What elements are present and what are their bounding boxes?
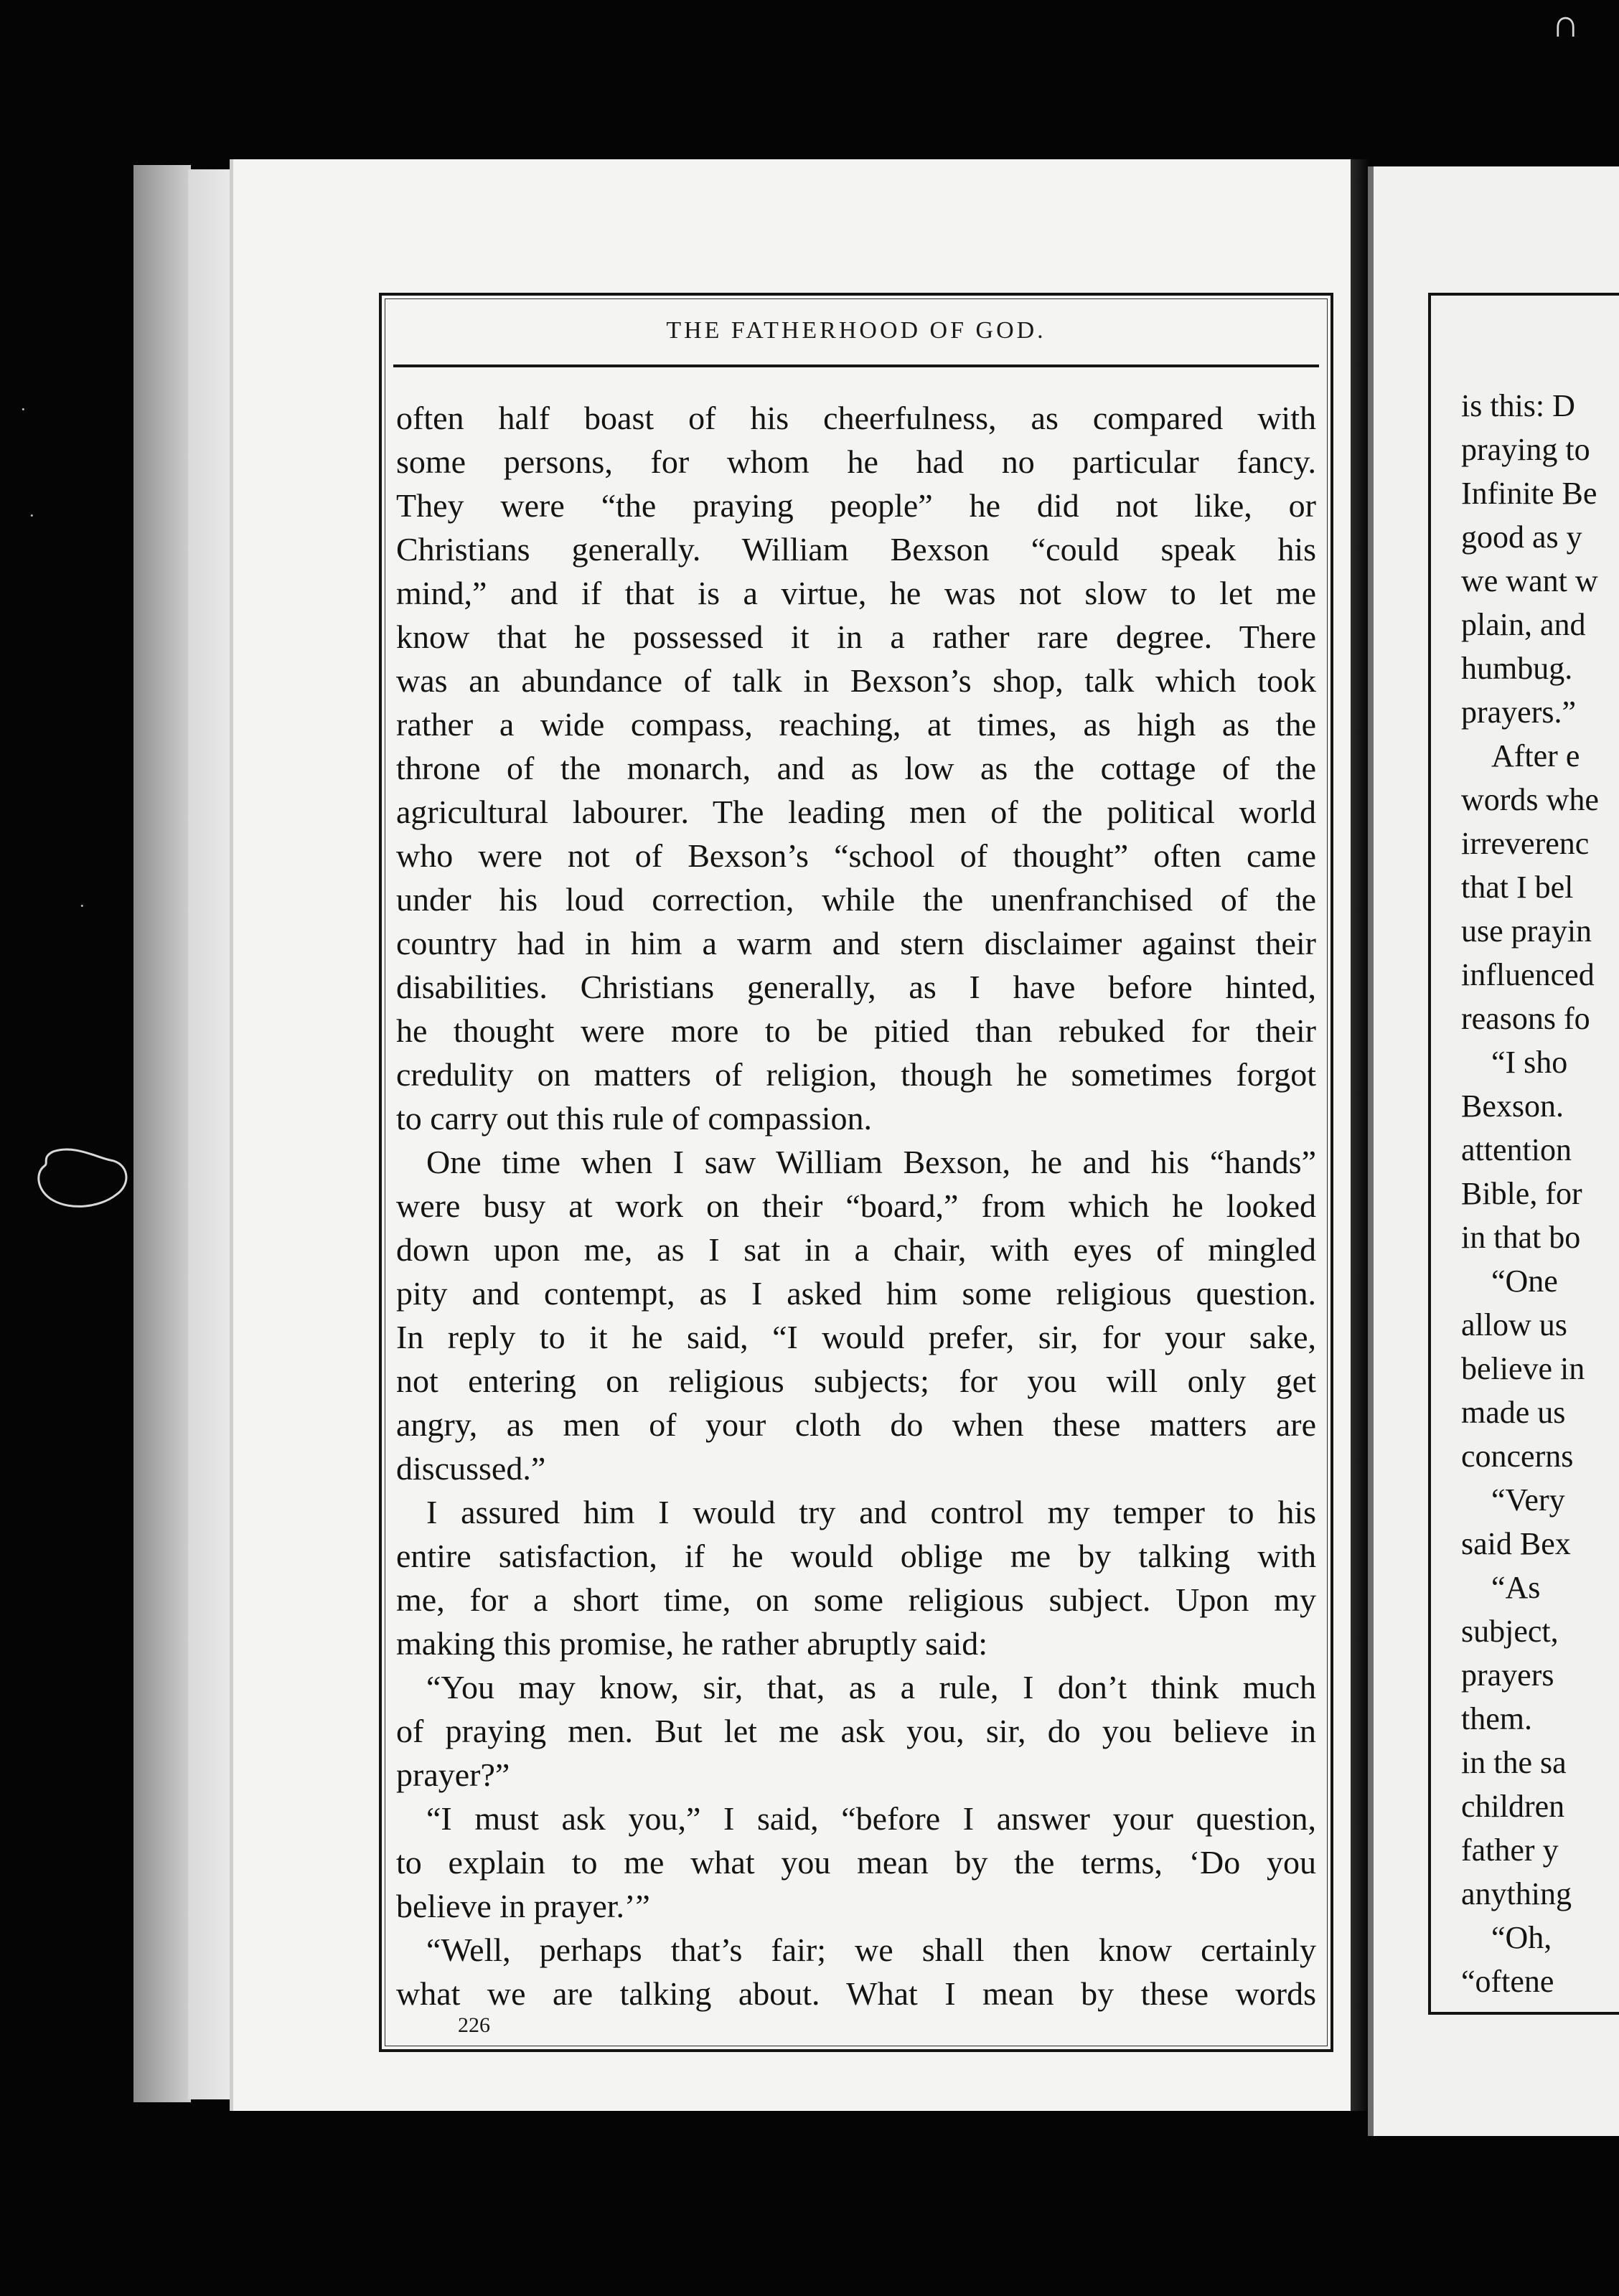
- text-line: “One: [1491, 1264, 1558, 1299]
- text-line: down upon me, as I sat in a chair, with eyes of mingled: [396, 1231, 1316, 1268]
- text-line: I assured him I would try and control my temper to his: [426, 1494, 1316, 1530]
- text-line: of praying men. But let me ask you, sir, do you believe in: [396, 1713, 1316, 1749]
- text-line: we want w: [1461, 563, 1598, 598]
- text-line: “Very: [1491, 1482, 1565, 1518]
- text-line: “Well, perhaps that’s fair; we shall then know certainly: [426, 1932, 1316, 1968]
- text-line: in that bo: [1461, 1220, 1581, 1255]
- text-line: plain, and: [1461, 607, 1586, 642]
- text-line: know that he possessed it in a rather rare degree. There: [396, 618, 1316, 655]
- text-line: Bible, for: [1461, 1176, 1582, 1211]
- text-line: prayers.”: [1461, 695, 1577, 730]
- text-line: “You may know, sir, that, as a rule, I don’t think much: [426, 1669, 1316, 1705]
- text-line: believe in: [1461, 1351, 1585, 1386]
- text-line: “I sho: [1491, 1045, 1568, 1080]
- text-line: “I must ask you,” I said, “before I answer your question,: [426, 1800, 1316, 1837]
- text-line: Bexson.: [1461, 1088, 1564, 1124]
- text-line: in the sa: [1461, 1745, 1567, 1780]
- right-page-text: [1461, 384, 1619, 2003]
- text-line: They were “the praying people” he did not like, or: [396, 487, 1316, 524]
- corner-mark: ∩: [1552, 2, 1580, 45]
- text-line: is this: D: [1461, 388, 1575, 423]
- text-line: were busy at work on their “board,” from which he looked: [396, 1187, 1316, 1224]
- text-line: angry, as men of your cloth do when these matters are: [396, 1406, 1316, 1443]
- text-line: “oftene: [1461, 1964, 1554, 1999]
- text-line: throne of the monarch, and as low as the cottage of the: [396, 750, 1316, 786]
- text-line: use prayin: [1461, 913, 1592, 949]
- text-line: was an abundance of talk in Bexson’s shop, talk which took: [396, 662, 1316, 699]
- text-line: attention: [1461, 1132, 1572, 1167]
- text-line: prayer?”: [396, 1756, 510, 1793]
- dust-speck: ·: [79, 895, 85, 916]
- text-line: In reply to it he said, “I would prefer, sir, for your sake,: [396, 1319, 1316, 1355]
- text-line: believe in prayer.’”: [396, 1888, 650, 1924]
- text-line: rather a wide compass, reaching, at times, as high as the: [396, 706, 1316, 743]
- left-page-text: [396, 396, 1316, 2015]
- text-line: what we are talking about. What I mean by these words: [396, 1975, 1316, 2012]
- paper-scrap-outline: [32, 1144, 139, 1216]
- running-head: THE FATHERHOOD OF GOD.: [666, 317, 1046, 344]
- text-line: irreverenc: [1461, 826, 1590, 861]
- dust-speck: ·: [20, 399, 27, 420]
- text-line: Infinite Be: [1461, 476, 1597, 511]
- text-line: children: [1461, 1789, 1565, 1824]
- text-line: entire satisfaction, if he would oblige me by talking with: [396, 1538, 1316, 1574]
- dust-speck: ·: [29, 505, 35, 526]
- text-line: father y: [1461, 1832, 1559, 1868]
- text-line: concerns: [1461, 1439, 1574, 1474]
- text-line: allow us: [1461, 1307, 1567, 1342]
- text-line: reasons fo: [1461, 1001, 1590, 1036]
- head-rule: [393, 364, 1319, 367]
- gutter-shadow: [1351, 159, 1369, 2111]
- text-line: often half boast of his cheerfulness, as compared with: [396, 400, 1316, 436]
- text-line: “Oh,: [1491, 1920, 1552, 1955]
- text-line: Christians generally. William Bexson “could speak his: [396, 531, 1316, 568]
- text-line: After e: [1491, 738, 1580, 773]
- text-line: to carry out this rule of compassion.: [396, 1100, 873, 1137]
- text-line: under his loud correction, while the unenfranchised of the: [396, 881, 1316, 918]
- text-line: making this promise, he rather abruptly said:: [396, 1625, 987, 1662]
- text-line: mind,” and if that is a virtue, he was not slow to let me: [396, 575, 1316, 611]
- text-line: made us: [1461, 1395, 1566, 1430]
- text-line: agricultural labourer. The leading men of the political world: [396, 794, 1316, 830]
- text-line: One time when I saw William Bexson, he and his “hands”: [426, 1144, 1316, 1180]
- text-line: subject,: [1461, 1614, 1559, 1649]
- text-line: influenced: [1461, 957, 1595, 992]
- text-line: who were not of Bexson’s “school of thought” often came: [396, 837, 1316, 874]
- text-line: good as y: [1461, 519, 1582, 555]
- text-line: anything: [1461, 1876, 1572, 1911]
- text-line: prayers: [1461, 1657, 1554, 1693]
- text-line: not entering on religious subjects; for you will only get: [396, 1363, 1316, 1399]
- text-line: praying to: [1461, 432, 1590, 467]
- text-line: discussed.”: [396, 1450, 546, 1487]
- text-line: some persons, for whom he had no particular fancy.: [396, 443, 1316, 480]
- text-line: to explain to me what you mean by the terms, ‘Do you: [396, 1844, 1316, 1881]
- text-line: credulity on matters of religion, though he sometimes forgot: [396, 1056, 1316, 1093]
- page-stack-edge: [133, 165, 191, 2102]
- text-line: me, for a short time, on some religious subject. Upon my: [396, 1581, 1316, 1618]
- text-line: words whe: [1461, 782, 1599, 817]
- text-line: said Bex: [1461, 1526, 1571, 1561]
- text-line: humbug.: [1461, 651, 1573, 686]
- text-line: he thought were more to be pitied than rebuked for their: [396, 1012, 1316, 1049]
- text-line: disabilities. Christians generally, as I have before hinted,: [396, 969, 1316, 1005]
- text-line: them.: [1461, 1701, 1532, 1736]
- page-number: 226: [458, 2013, 490, 2037]
- text-line: pity and contempt, as I asked him some religious question.: [396, 1275, 1316, 1312]
- text-line: that I bel: [1461, 870, 1574, 905]
- text-line: “As: [1491, 1570, 1541, 1605]
- text-line: country had in him a warm and stern disclaimer against their: [396, 925, 1316, 961]
